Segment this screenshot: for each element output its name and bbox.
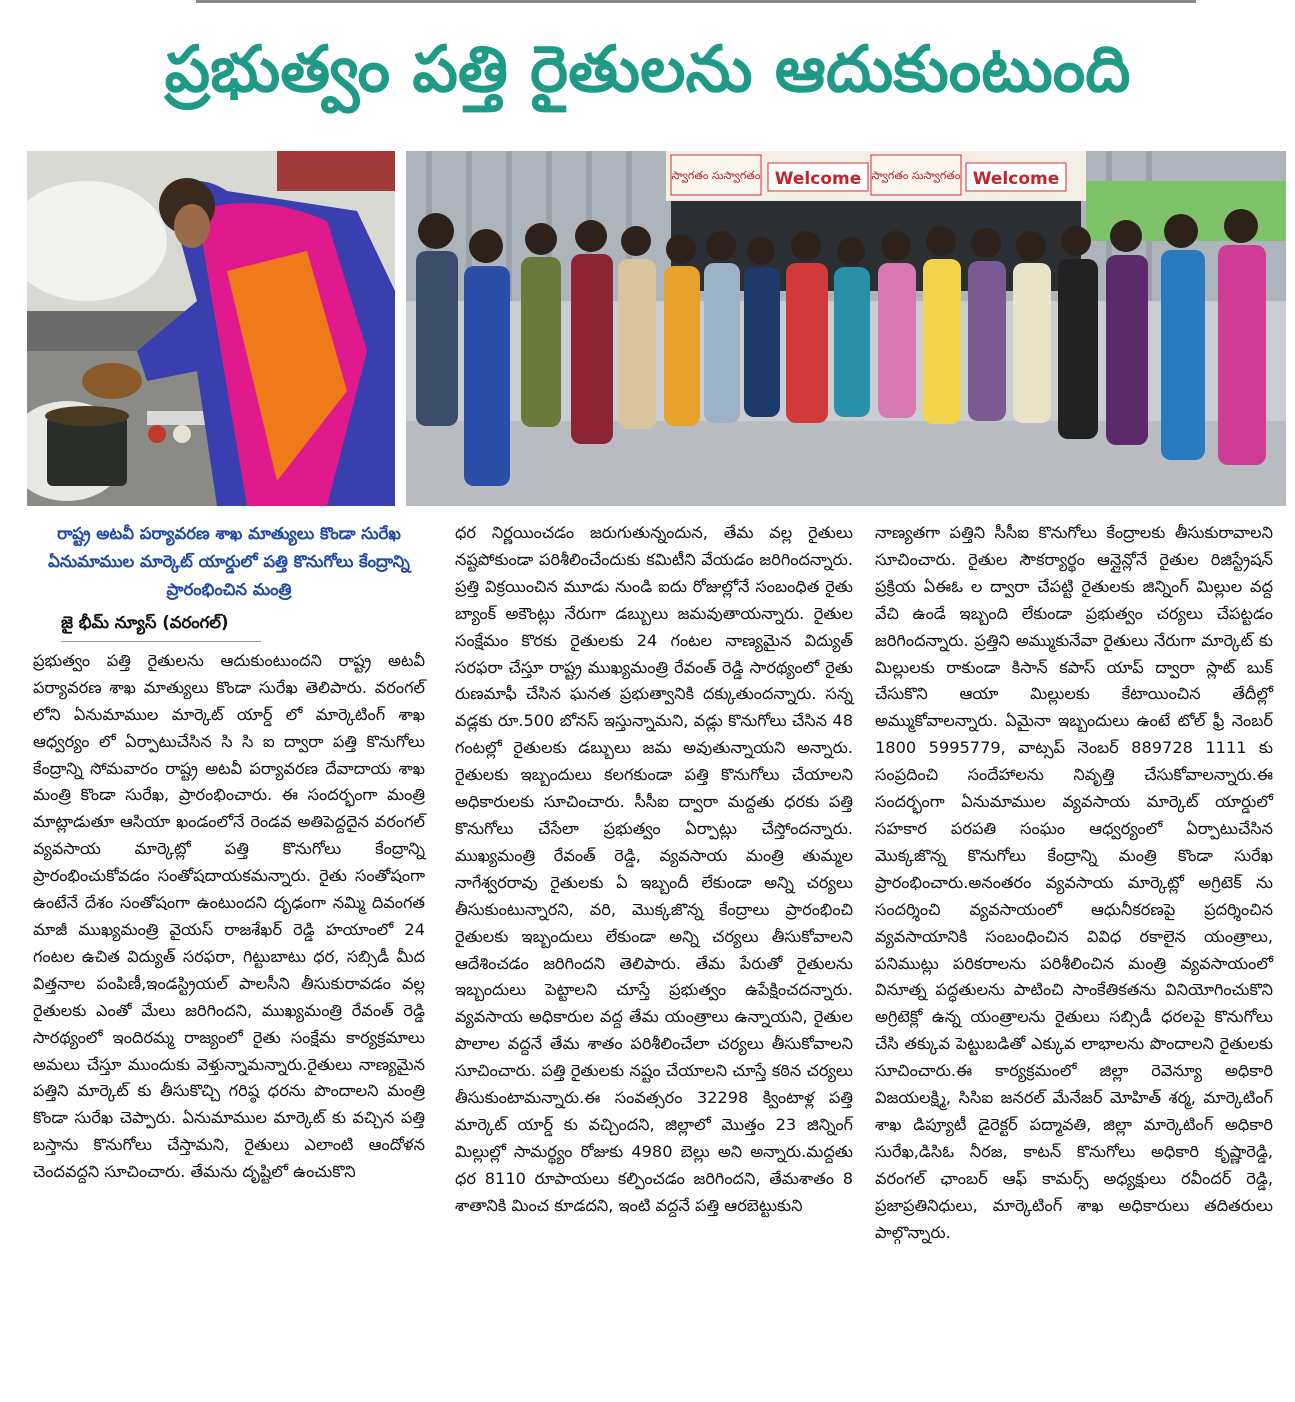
subhead-line-1: రాష్ట్ర అటవీ పర్యావరణ శాఖ మాత్యులు కొండా సురేఖ (57, 524, 401, 543)
article-column-2 (455, 520, 853, 1220)
column-2-text: ధర నిర్ణయించడం జరుగుతున్నందున, తేమ వల్ల రైతులు నష్టపోకుండా పరిశీలించేందుకు కమిటీని వేయడం జరిగిందన్నారు. ప్రత్తి విక్రయించిన మూడు నుండి ఐదు రోజుల్లోనే సంబంధిత రైతు బ్యాంక్ అకౌంట్లు నేరుగా డబ్బులు జమవుతాయన్నారు. రైతుల సంక్షేమం కొరకు రైతులకు 24 గంటల నాణ్యమైన విద్యుత్ సరఫరా చేస్తూ రాష్ట్ర ముఖ్యమంత్రి రేవంత్ రెడ్డి సారథ్యంలో రైతు రుణమాఫీ చేసిన ఘనత ప్రభుత్వానికి దక్కుతుందన్నారు. సన్న వడ్లకు రూ.500 బోనస్ ఇస్తున్నామని, వడ్లు కొనుగోలు చేసిన 48 గంటల్లో రైతులకు డబ్బులు జమ అవుతున్నాయని అన్నారు. రైతులకు ఇబ్బందులు కలగకుండా పత్తి కొనుగోలు చేయాలని అధికారులకు సూచించారు. సీసీఐ ద్వారా మద్దతు ధరకు పత్తి కొనుగోలు చేసేలా ప్రభుత్వం ఏర్పాట్లు చేస్తోందన్నారు. ముఖ్యమంత్రి రేవంత్ రెడ్డి, వ్యవసాయ మంత్రి తుమ్మల నాగేశ్వరరావు రైతులకు ఏ ఇబ్బందీ లేకుండా అన్ని చర్యలు తీసుకుంటున్నారని, వరి, మొక్కజొన్న కేంద్రాలు ప్రారంభించి రైతులకు ఇబ్బందులు లేకుండా అన్ని చర్యలు తీసుకోవాలని ఆదేశించడం జరిగిందని తెలిపారు. తేమ పేరుతో రైతులను ఇబ్బందులు పెట్టాలని చూస్తే ప్రభుత్వం ఉపేక్షించదన్నారు. వ్యవసాయ అధికారుల వద్ద తేమ యంత్రాలు ఉన్నాయని, రైతుల పొలాల వద్దనే తేమ శాతం పరిశీలించేలా చర్యలు తీసుకోవాలని సూచించారు. పత్తి రైతులకు నష్టం చేయాలని చూస్తే కఠిన చర్యలు తీసుకుంటామన్నారు.ఈ సంవత్సరం 32298 క్వింటాళ్ల పత్తి మార్కెట్ యార్డ్ కు వచ్చిందని, జిల్లాలో మొత్తం 23 జిన్నింగ్ మిల్లుల్లో సామర్థ్యం రోజుకు 4980 బెల్లు అని అన్నారు.మద్దతు ధర 8110 రూపాయలు కల్పించడం జరిగిందని, తేమశాతం 8 శాతానికి మించ కూడదని, ఇంటి వద్దనే పత్తి ఆరబెట్టుకుని (455, 523, 853, 1215)
banner-welcome-1: Welcome (774, 169, 862, 189)
headline: ప్రభుత్వం పత్తి రైతులను ఆదుకుంటుంది (164, 33, 1131, 107)
top-rule (196, 0, 1196, 3)
group-photo (406, 151, 1286, 506)
column-3-text: నాణ్యతగా పత్తిని సీసీఐ కొనుగోలు కేంద్రాలకు తీసుకురావాలని సూచించారు. రైతుల సౌకర్యార్థం ఆన్లైన్లోనే రైతుల రిజిస్ట్రేషన్ ప్రక్రియ ఏఈఓ ల ద్వారా చేపట్టి రైతులకు జిన్నింగ్ మిల్లుల వద్ద వేచి ఉండే ఇబ్బంది లేకుండా ప్రభుత్వం చర్యలు చేపట్టడం జరిగిందన్నారు. ప్రత్తిని అమ్ముకునేవా రైతులు నేరుగా మార్కెట్ కు మిల్లులకు రాకుండా కిసాన్ కపాస్ యాప్ ద్వారా స్లాట్ బుక్ చేసుకొని ఆయా మిల్లులకు కేటాయించిన తేదీల్లో అమ్ముకోవాలన్నారు. ఏమైనా ఇబ్బందులు ఉంటే టోల్ ఫ్రీ నెంబర్ 1800 5995779, వాట్సప్ నెంబర్ 889728 1111 కు సంప్రదించి సందేహాలను నివృత్తి చేసుకోవాలన్నారు.ఈ సందర్భంగా ఏనుమాముల వ్యవసాయ మార్కెట్ యార్డులో సహకార పరపతి సంఘం ఆధ్వర్యంలో ఏర్పాటుచేసిన మొక్కజొన్న కొనుగోలు కేంద్రాన్ని మంత్రి కొండా సురేఖ ప్రారంభించారు.అనంతరం వ్యవసాయ మార్కెట్లో అగ్రిటెక్ ను సందర్శించి వ్యవసాయంలో ఆధునీకరణపై ప్రదర్శించిన వ్యవసాయానికి సంబంధించిన వివిధ రకాలైన యంత్రాలు, పనిముట్లు పరికరాలను పరిశీలించిన మంత్రి వ్యవసాయంలో వినూత్న పద్ధతులను పాటించి సాంకేతికతను వినియోగించుకొని అగ్రిటెక్లో ఉన్న యంత్రాలను రైతులు సబ్సిడీ ధరలపై కొనుగోలు చేసి తక్కువ పెట్టుబడితో ఎక్కువ లాభాలను పొందాలని రైతులకు సూచించారు.ఈ కార్యక్రమంలో జిల్లా రెవెన్యూ అధికారి విజయలక్ష్మి, సిసిఐ జనరల్ మేనేజర్ మోహిత్ శర్మ, మార్కెటింగ్ శాఖ డిప్యూటీ డైరెక్టర్ పద్మావతి, జిల్లా మార్కెటింగ్ అధికారి సురేఖ,డిసిఓ నీరజ, కాటన్ కొనుగోలు అధికారి కృష్ణారెడ్డి, వరంగల్ ఛాంబర్ ఆఫ్ కామర్స్ అధ్యక్షులు రవీందర్ రెడ్డి, ప్రజాప్రతినిధులు, మార్కెటింగ్ శాఖ అధికారులు తదితరులు పాల్గొన్నారు. (875, 523, 1273, 1242)
banner-welcome-2: Welcome (972, 169, 1060, 189)
subheadline (33, 520, 425, 604)
cotton-ceremony-photo (27, 151, 395, 506)
banner-swagatham-1: స్వాగతం సుస్వాగతం (671, 169, 761, 182)
column-1-text: ప్రభుత్వం పత్తి రైతులను ఆదుకుంటుందని రాష్ట్ర అటవీ పర్యావరణ శాఖ మాత్యులు కొండా సురేఖ తెలిపారు. వరంగల్ లోని ఏనుమాముల మార్కెట్ యార్డ్ లో మార్కెటింగ్ శాఖ ఆధ్వర్యం లో ఏర్పాటుచేసిన సి సి ఐ ద్వారా పత్తి కొనుగోలు కేంద్రాన్ని సోమవారం రాష్ట్ర అటవీ పర్యావరణ దేవాదాయ శాఖ మంత్రి కొండా సురేఖ, ప్రారంభించారు. ఈ సందర్భంగా మంత్రి మాట్లాడుతూ ఆసియా ఖండంలోనే రెండవ అతిపెద్దదైన వరంగల్ వ్యవసాయ మార్కెట్లో పత్తి కొనుగోలు కేంద్రాన్ని ప్రారంభించుకోవడం సంతోషదాయకమన్నారు. రైతు సంతోషంగా ఉంటేనే దేశం సంతోషంగా ఉంటుందని దృఢంగా నమ్మి దివంగత మాజీ ముఖ్యమంత్రి వైయస్ రాజశేఖర్ రెడ్డి హయాంలో 24 గంటల ఉచిత విద్యుత్ సరఫరా, గిట్టుబాటు ధర, సబ్సిడీ మీద విత్తనాల పంపిణీ,ఇండస్ట్రియల్ పాలసీని తీసుకురావడం వల్ల రైతులకు ఎంతో మేలు జరిగిందని, ముఖ్యమంత్రి రేవంత్ రెడ్డి సారథ్యంలో ఇందిరమ్మ రాజ్యంలో రైతు సంక్షేమ కార్యక్రమాలు అమలు చేస్తూ ముందుకు వెళ్తున్నామన్నారు.రైతులు నాణ్యమైన పత్తిని మార్కెట్ కు తీసుకొచ్చి గరిష్ఠ ధరను పొందాలని మంత్రి కొండా సురేఖ చెప్పారు. ఏనుమాముల మార్కెట్ కు వచ్చిన పత్తి బస్తాను కొనుగోలు చేస్తామని, రైతులు ఎలాంటి ఆందోళన చెందవద్దని సూచించారు. తేమను దృష్టిలో ఉంచుకొని (33, 650, 425, 1182)
article-column-3 (875, 520, 1273, 1246)
article-column-1 (33, 520, 425, 1186)
byline: జై భీమ్ న్యూస్ (వరంగల్) (61, 610, 425, 642)
subhead-line-2: ఏనుమాముల మార్కెట్ యార్డులో పత్తి కొనుగోలు కేంద్రాన్ని ప్రారంభించిన మంత్రి (48, 552, 410, 599)
banner-swagatham-2: స్వాగతం సుస్వాగతం (871, 169, 961, 182)
